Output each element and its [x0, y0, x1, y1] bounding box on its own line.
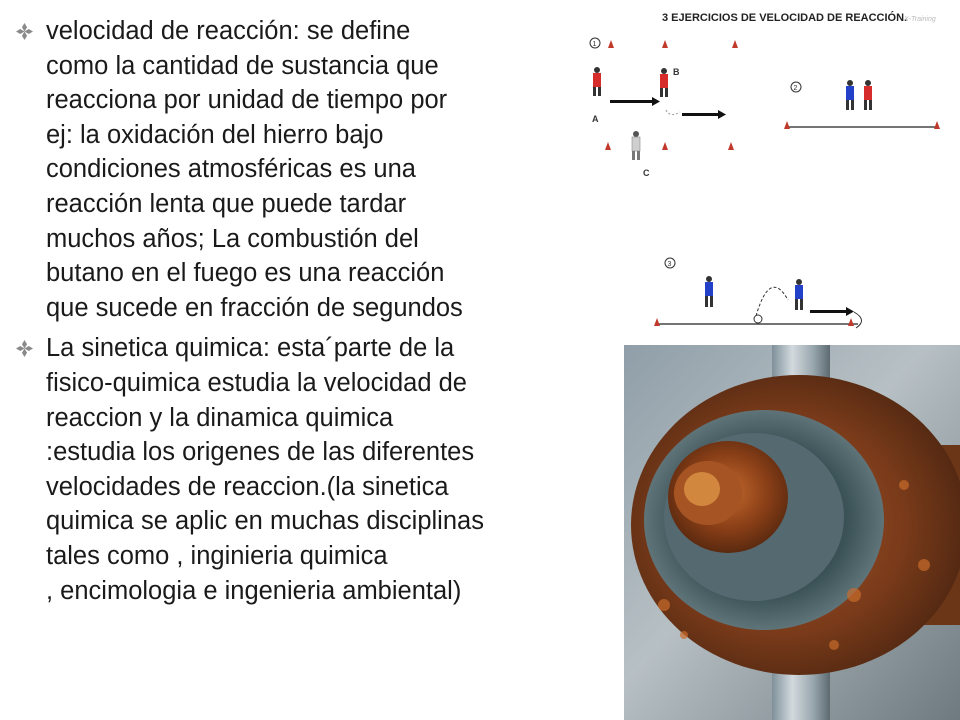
bullet-line: fisico-quimica estudia la velocidad de [46, 368, 467, 397]
bullet-line: ej: la oxidación del hierro bajo [46, 120, 384, 149]
bullet-line: tales como , inginieria quimica [46, 541, 388, 570]
bullet-line: butano en el fuego es una reacción [46, 259, 445, 288]
bullet-line: :estudia los origenes de las diferentes [46, 438, 475, 467]
exercise-diagram-image [574, 0, 960, 345]
rusted-pipe-photo [624, 345, 960, 720]
bullet-text-1 [46, 14, 588, 325]
bullet-line: quimica se aplic en muchas disciplinas [46, 507, 484, 536]
bullet-line: condiciones atmosféricas es una [46, 155, 416, 184]
diagram-watermark: X-Training [904, 16, 936, 23]
bullet-line: que sucede en fracción de segundos [46, 293, 463, 322]
bullet-line: reacciona por unidad de tiempo por [46, 86, 448, 115]
bullet-item-1 [16, 14, 588, 325]
bullet-line: , encimologia e ingenieria ambiental) [46, 576, 462, 605]
bullet-line: velocidades de reaccion.(la sinetica [46, 472, 449, 501]
bullet-item-2 [16, 331, 588, 608]
bullet-line: reacción lenta que puede tardar [46, 189, 407, 218]
label-b: B [673, 67, 680, 77]
bullet-line: muchos años; La combustión del [46, 224, 419, 253]
exercise-number-2: 2 [793, 85, 798, 92]
bullet-line: velocidad de reacción: se define [46, 17, 411, 45]
bullet-line: como la cantidad de sustancia que [46, 51, 439, 80]
bullet-text-2 [46, 331, 588, 608]
diamond-bullet-icon [16, 23, 33, 40]
diamond-bullet-icon [16, 340, 33, 357]
exercise-number-3: 3 [667, 261, 672, 268]
bullet-line: La sinetica quimica: esta´parte de la [46, 334, 455, 363]
diagram-title: 3 EJERCICIOS DE VELOCIDAD DE REACCIÓN. [662, 12, 908, 24]
label-a: A [592, 114, 599, 124]
bullet-line: reaccion y la dinamica quimica [46, 403, 394, 432]
exercise-number-1: 1 [592, 41, 597, 48]
label-c: C [643, 168, 650, 178]
text-column [16, 14, 588, 614]
